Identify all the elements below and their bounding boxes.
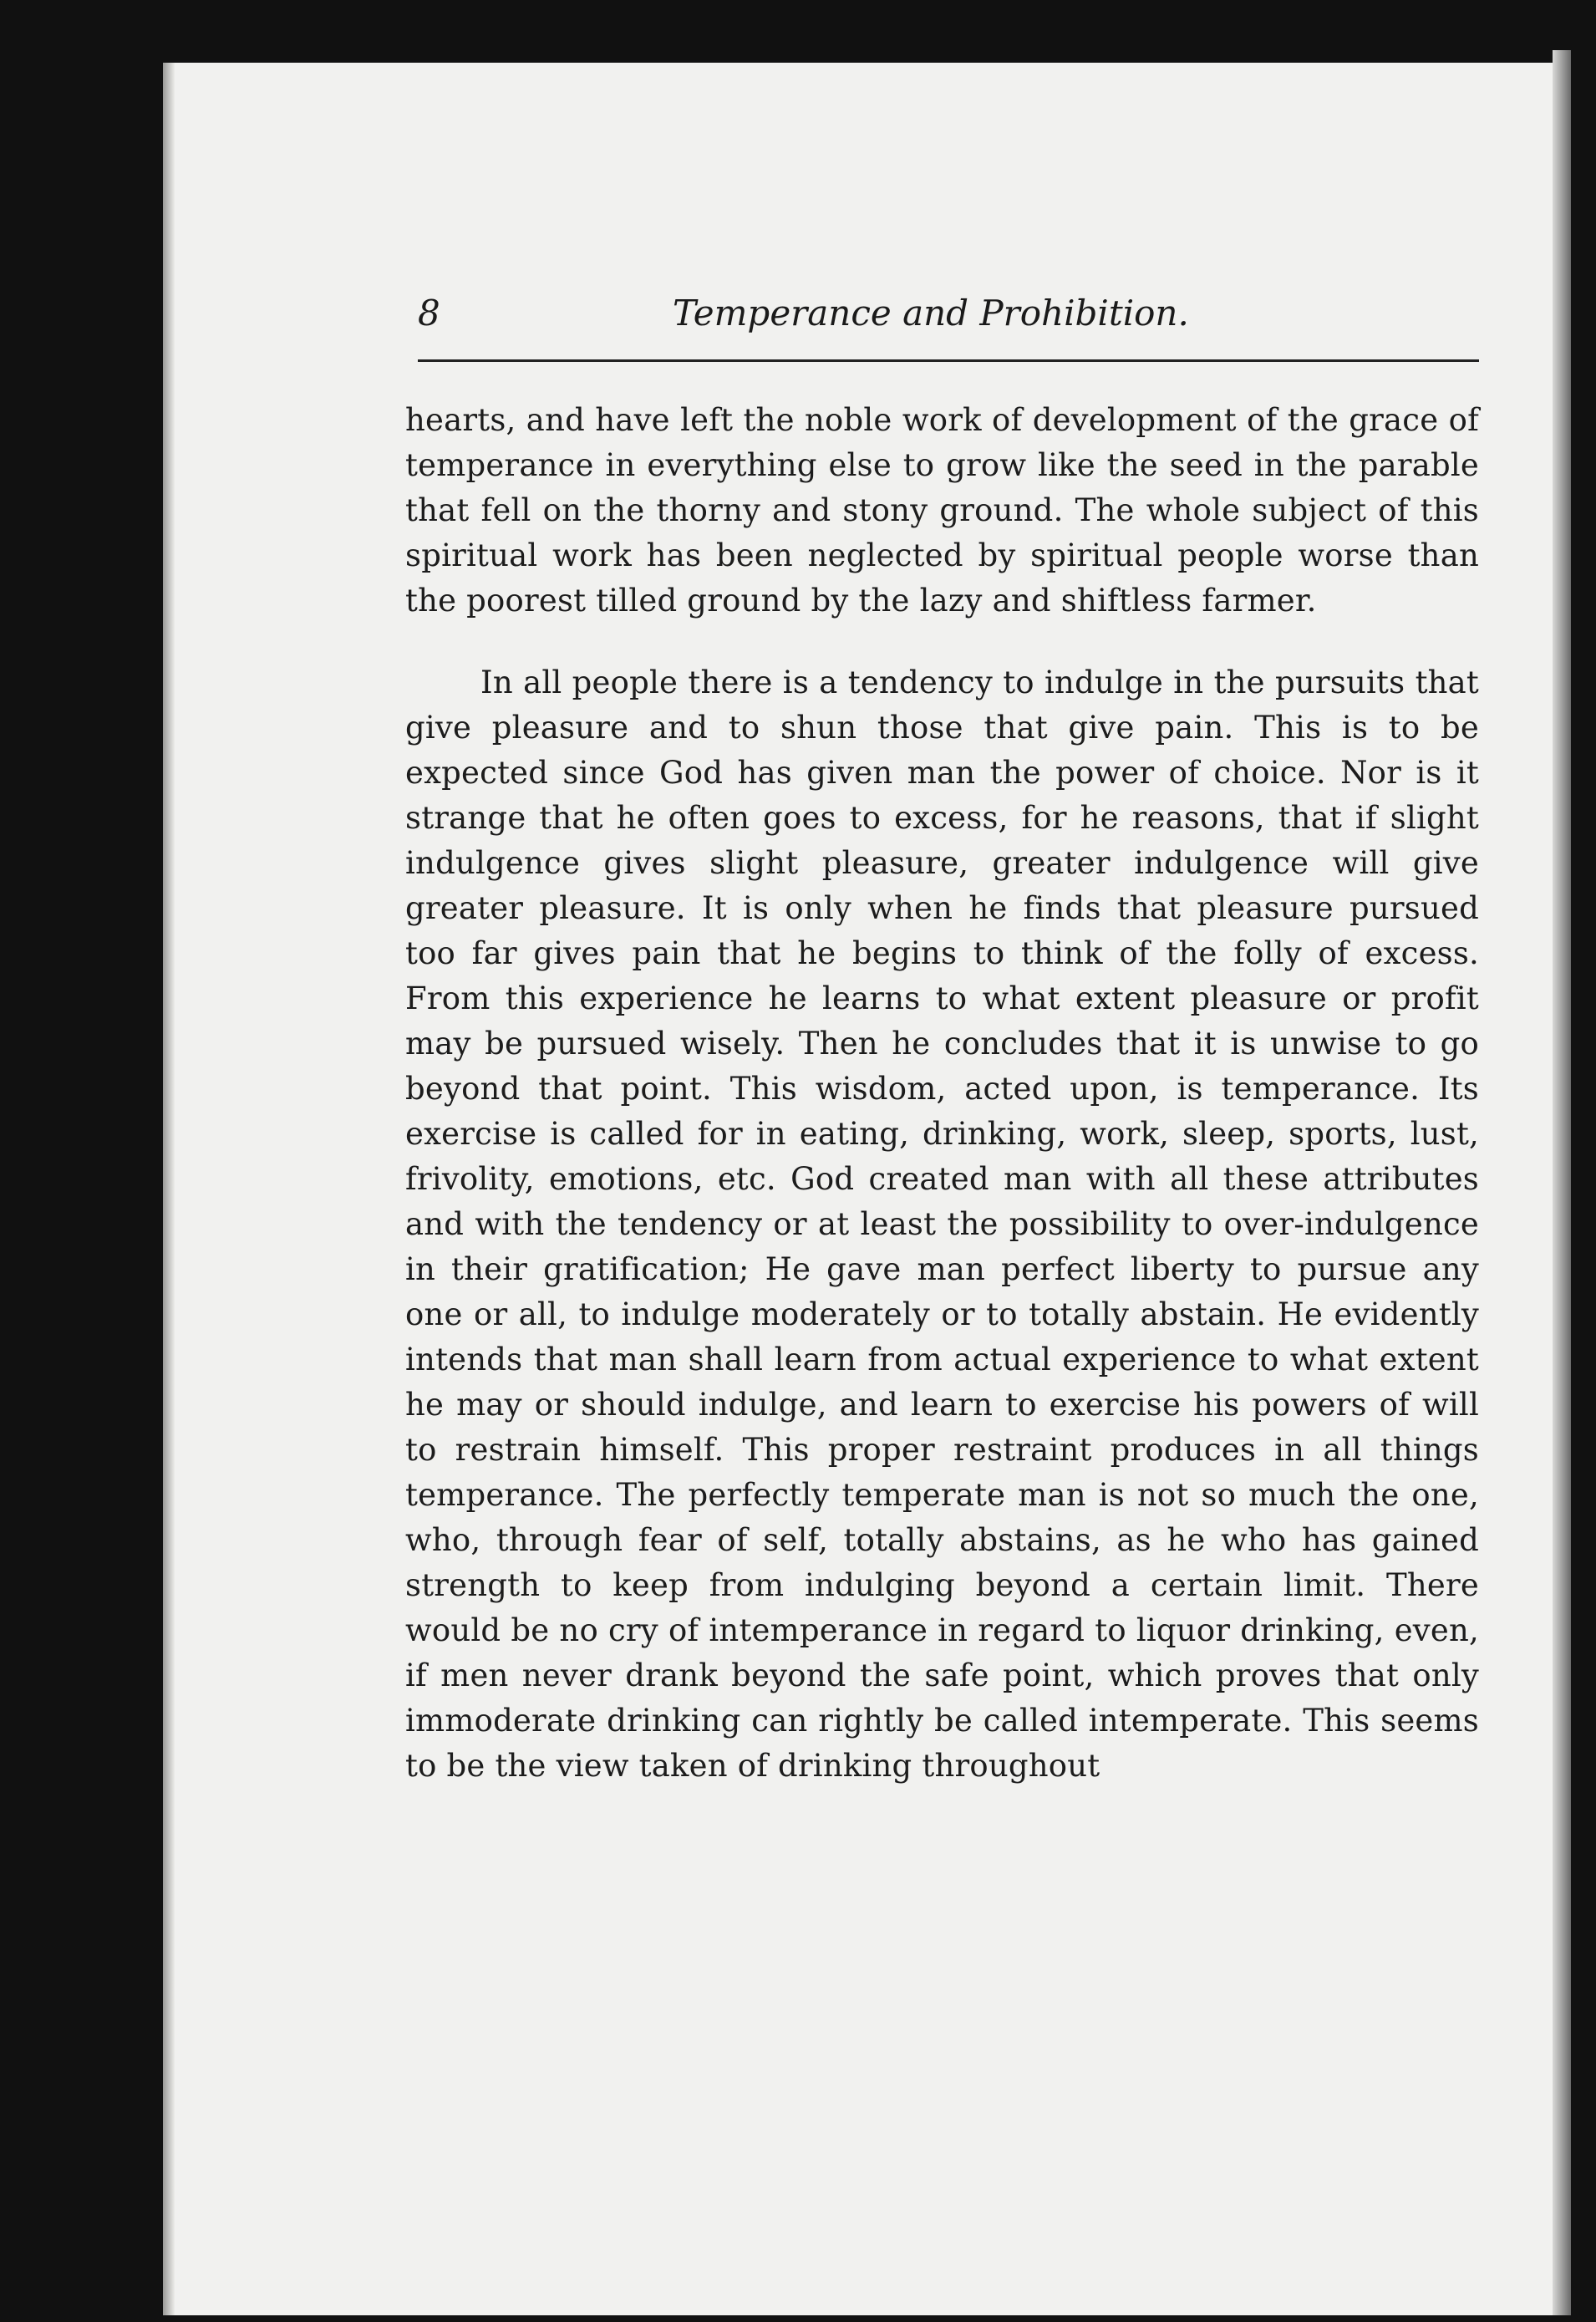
page-number: 8 — [418, 293, 440, 334]
body-text — [405, 398, 1479, 1789]
paragraph: hearts, and have left the noble work of development of the grace of temperance in everything else to grow like the seed in the parable that fell on the thorny and stony ground. The whole subject of this spiritual work has been neglected by spiritual people worse than the poorest tilled ground by the lazy and shiftless farmer. — [405, 402, 1479, 619]
page-edge — [1553, 50, 1571, 2315]
paragraph: In all people there is a tendency to indulge in the pursuits that give pleasure and to shun those that give pain. This is to be expected since God has given man the power of choice. Nor is it strange that he often goes to excess, for he reasons, that if slight indulgence gives slight pleasure, greater indulgence will give greater pleasure. It is only when he finds that pleasure pursued too far gives pain that he begins to think of the folly of excess. From this experience he learns to what extent pleasure or profit may be pursued wisely. Then he concludes that it is unwise to go beyond that point. This wisdom, acted upon, is temperance. Its exercise is called for in eating, drinking, work, sleep, sports, lust, frivolity, emotions, etc. God created man with all these attributes and with the tendency or at least the possibility to over-indulgence in their gratification; He gave man perfect liberty to pursue any one or all, to indulge moderately or to totally abstain. He evidently intends that man shall learn from actual experience to what extent he may or should indulge, and learn to exercise his powers of will to restrain himself. This proper restraint produces in all things temperance. The perfectly temperate man is not so much the one, who, through fear of self, totally abstains, as he who has gained strength to keep from indulging beyond a certain limit. There would be no cry of intemperance in regard to liquor drinking, even, if men never drank beyond the safe point, which proves that only immoderate drinking can rightly be called intemperate. This seems to be the view taken of drinking throughout — [405, 665, 1479, 1784]
running-title: Temperance and Prohibition. — [673, 293, 1189, 334]
header-rule — [418, 359, 1479, 362]
running-head — [418, 293, 1479, 351]
page-gutter-shadow — [163, 63, 175, 2315]
